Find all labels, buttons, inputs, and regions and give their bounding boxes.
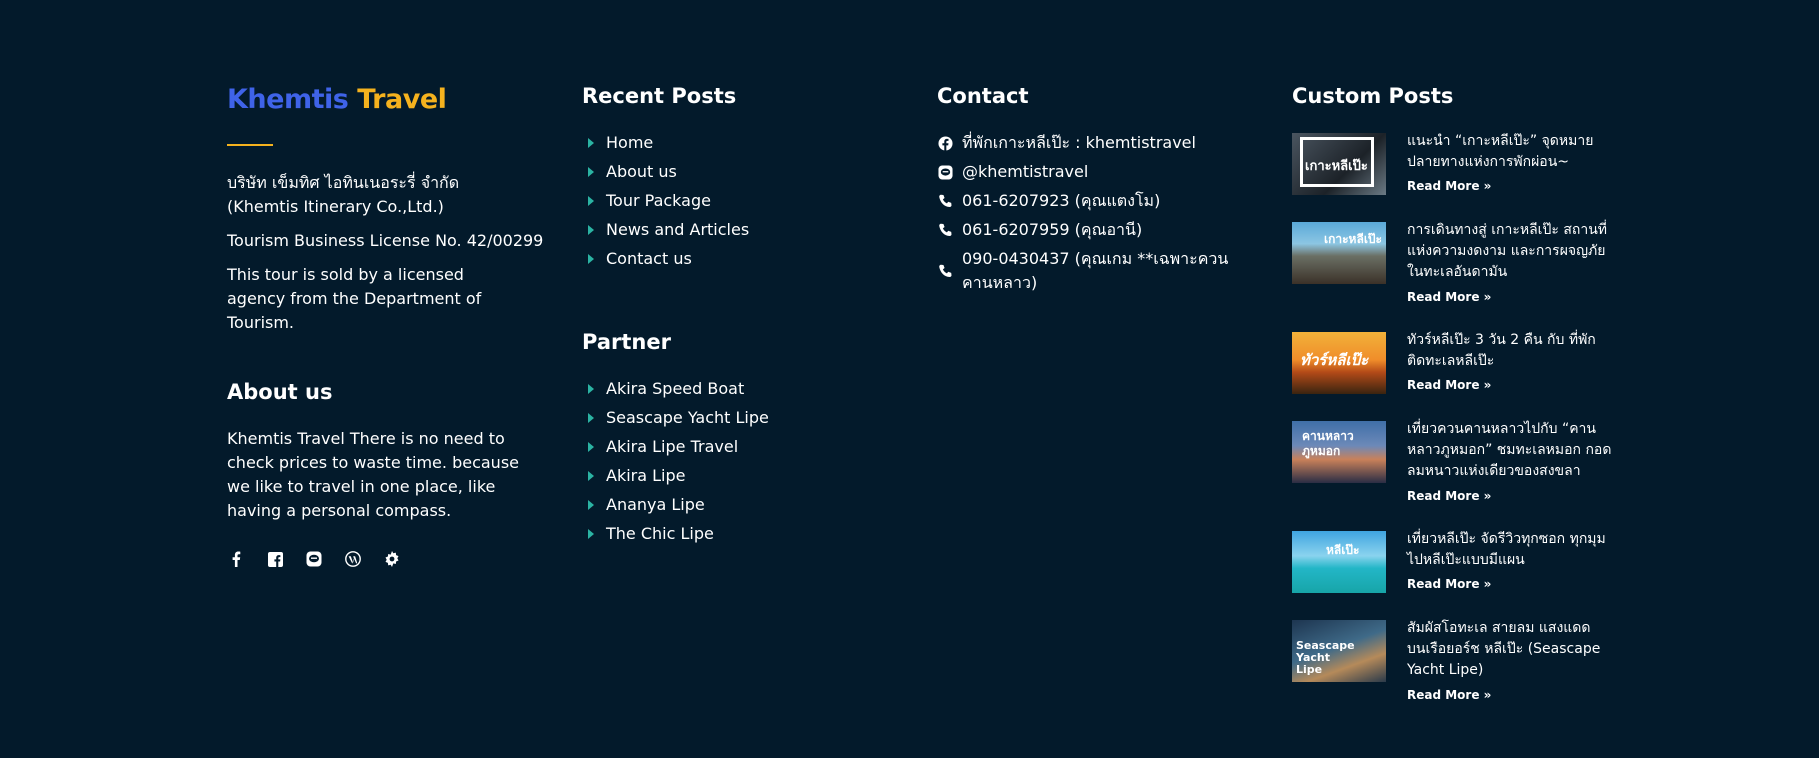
post-thumbnail[interactable] [1292,133,1386,195]
thumbnail-caption: เกาะหลีเป๊ะ [1305,159,1368,174]
contact-line[interactable] [937,160,1247,184]
partner-link[interactable] [582,406,769,435]
read-more-link[interactable]: Read More » [1407,179,1492,193]
social-links [227,550,422,568]
post-title[interactable]: แนะนำ “เกาะหลีเป๊ะ” จุดหมายปลายทางแห่งการพักผ่อน~ [1407,133,1594,170]
read-more-link[interactable]: Read More » [1407,290,1492,304]
contact-list [937,131,1247,300]
post-thumbnail[interactable] [1292,620,1386,682]
read-more-link[interactable]: Read More » [1407,688,1492,702]
link-label: Tour Package [606,191,711,210]
contact-heading: Contact [937,84,1029,108]
partner-link[interactable] [582,377,769,406]
caret-right-icon [588,167,594,177]
phone-icon [937,189,953,213]
brand-logo[interactable] [227,84,446,115]
partner-list [582,377,769,551]
wordpress-icon[interactable] [344,550,362,568]
contact-text: @khemtistravel [962,162,1089,181]
contact-text: 061-6207923 (คุณแตงโม) [962,191,1161,210]
logo-divider [227,144,273,146]
contact-text: ที่พักเกาะหลีเป๊ะ : khemtistravel [962,133,1196,152]
partner-heading: Partner [582,330,671,354]
caret-right-icon [588,442,594,452]
partner-link[interactable] [582,435,769,464]
license-text: Tourism Business License No. 42/00299 [227,231,544,250]
post-thumbnail[interactable] [1292,222,1386,284]
recent-post-link[interactable] [582,247,749,276]
phone-icon [937,259,953,283]
post-title[interactable]: เที่ยวควนคานหลาวไปกับ “คานหลาวภูหมอก” ชมทะเลหมอก กอดลมหนาวแห่งเดียวของสงขลา [1407,421,1612,479]
facebook-icon [937,131,953,155]
recent-post-link[interactable] [582,218,749,247]
post-thumbnail[interactable] [1292,332,1386,394]
facebook-square-icon[interactable] [266,550,284,568]
partner-link[interactable] [582,493,769,522]
agency-note: This tour is sold by a licensed agency from the Department of Tourism. [227,265,482,332]
link-label: News and Articles [606,220,750,239]
caret-right-icon [588,529,594,539]
post-title[interactable]: การเดินทางสู่ เกาะหลีเป๊ะ สถานที่แห่งความงดงาม และการผจญภัยในทะเลอันดามัน [1407,222,1607,280]
post-title[interactable]: เที่ยวหลีเป๊ะ จัดรีวิวทุกซอก ทุกมุม ไปหลีเป๊ะแบบมีแผน [1407,531,1606,568]
read-more-link[interactable]: Read More » [1407,577,1492,591]
contact-phone[interactable] [937,218,1247,242]
caret-right-icon [588,138,594,148]
caret-right-icon [588,413,594,423]
line-icon[interactable] [305,550,323,568]
thumbnail-caption: คานหลาว ภูหมอก [1302,429,1354,458]
link-label: Akira Speed Boat [606,379,745,398]
about-heading: About us [227,380,333,404]
phone-icon [937,218,953,242]
thumbnail-caption: Seascape Yacht Lipe [1296,639,1355,676]
read-more-link[interactable]: Read More » [1407,378,1492,392]
recent-posts-list [582,131,749,276]
gear-icon[interactable] [383,550,401,568]
caret-right-icon [588,225,594,235]
contact-phone[interactable] [937,247,1247,295]
post-title[interactable]: ทัวร์หลีเป๊ะ 3 วัน 2 คืน กับ ที่พักติดทะเลหลีเป๊ะ [1407,332,1596,369]
link-label: The Chic Lipe [606,524,714,543]
contact-phone[interactable] [937,189,1247,213]
partner-link[interactable] [582,522,769,551]
link-label: Seascape Yacht Lipe [606,408,769,427]
caret-right-icon [588,500,594,510]
logo-part-khemtis: Khemtis [227,84,349,115]
link-label: About us [606,162,677,181]
recent-post-link[interactable] [582,189,749,218]
recent-post-link[interactable] [582,160,749,189]
contact-text: 090-0430437 (คุณเกม **เฉพาะควนคานหลาว) [962,249,1229,292]
link-label: Akira Lipe Travel [606,437,739,456]
post-title[interactable]: สัมผัสโอทะเล สายลม แสงแดด บนเรือยอร์ช หลีเป๊ะ (Seascape Yacht Lipe) [1407,620,1601,678]
custom-posts-heading: Custom Posts [1292,84,1454,108]
caret-right-icon [588,384,594,394]
thumbnail-caption: หลีเป๊ะ [1326,543,1360,557]
link-label: Akira Lipe [606,466,686,485]
facebook-icon[interactable] [227,550,245,568]
link-label: Home [606,133,654,152]
link-label: Ananya Lipe [606,495,705,514]
caret-right-icon [588,471,594,481]
partner-link[interactable] [582,464,769,493]
caret-right-icon [588,254,594,264]
about-text: Khemtis Travel There is no need to check prices to waste time. because we like to travel in one place, like having a personal compass. [227,429,519,520]
post-thumbnail[interactable] [1292,531,1386,593]
logo-part-travel: Travel [357,84,447,115]
thumbnail-caption: เกาะหลีเป๊ะ [1324,232,1382,246]
contact-facebook[interactable] [937,131,1247,155]
read-more-link[interactable]: Read More » [1407,489,1492,503]
post-thumbnail[interactable] [1292,421,1386,483]
caret-right-icon [588,196,594,206]
contact-text: 061-6207959 (คุณอานี) [962,220,1143,239]
recent-post-link[interactable] [582,131,749,160]
recent-posts-heading: Recent Posts [582,84,737,108]
company-name: บริษัท เข็มทิศ ไอทินเนอระรี่ จำกัด (Khemtis Itinerary Co.,Ltd.) [227,173,460,216]
link-label: Contact us [606,249,692,268]
line-icon [937,160,953,184]
thumbnail-caption: ทัวร์หลีเป๊ะ [1300,351,1369,369]
